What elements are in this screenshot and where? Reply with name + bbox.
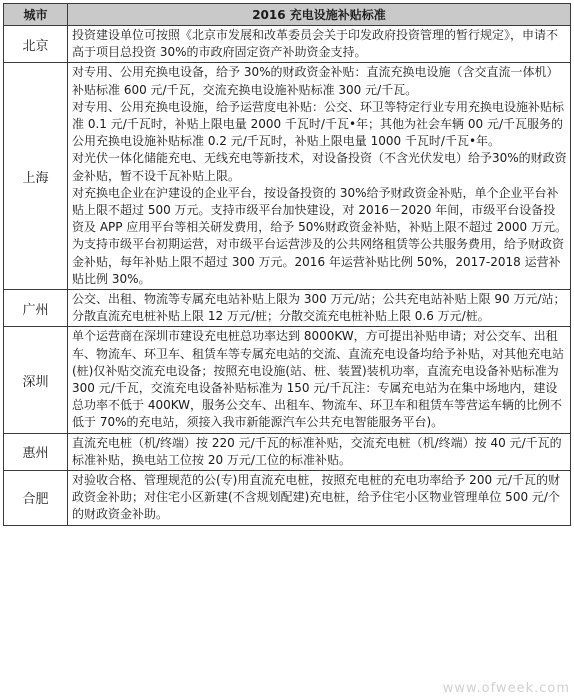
policy-paragraph: 单个运营商在深圳市建设充电桩总功率达到 8000KW，方可提出补贴申请；对公交车、出租车、物流车、环卫车、租赁车等专属充电站的交流、直流充电设备均给予补贴，对其他充电站(桩)仅补贴交流充电设备；按照充电设施(站、桩、装置)装机功率，直流充电设备补贴标准为 300 元/千瓦，交流充电设备补贴标准为 150 元/千瓦注：专属充电站为在集中场地内，建设总功率不低于 400KW，服务公交车、出租车、物流车、环卫车和租赁车等营运车辆的比例不低于 70%的充电站，须接入我市新能源汽车公共充电智能服务平台)。 <box>72 329 565 430</box>
table-row <box>4 63 571 290</box>
policy-cell <box>68 433 571 470</box>
table-row <box>4 26 571 63</box>
city-cell: 合肥 <box>4 471 68 526</box>
policy-paragraph: 对专用、公用充换电设施，给予运营度电补贴：公交、环卫等特定行业专用充换电设施补贴标准 0.1 元/千瓦时，补贴上限电量 2000 千瓦时/千瓦•年；其他为社会车辆 00 元/千瓦服务的公用充换电设施补贴标准 0.2 元/千瓦时，补贴上限电量 1000 千瓦时/千瓦•年。 <box>72 99 565 149</box>
table-row <box>4 433 571 470</box>
city-cell: 北京 <box>4 26 68 63</box>
policy-paragraph: 公交、出租、物流等专属充电站补贴上限为 300 万元/站；公共充电站补贴上限 90 万元/站；分散直流充电桩补贴上限 12 万元/桩；分散交流充电桩补贴上限 0.6 万元/桩。 <box>72 292 566 324</box>
table-row <box>4 327 571 433</box>
policy-paragraph: 对光伏一体化储能充电、无线充电等新技术，对设备投资（不含光伏发电）给予30%的财政资金补贴，暂不设千瓦补贴上限。 <box>72 151 567 183</box>
policy-cell <box>68 327 571 433</box>
policy-cell <box>68 290 571 327</box>
table-row <box>4 471 571 526</box>
subsidy-table <box>3 3 571 526</box>
policy-paragraph: 对验收合格、管理规范的公(专)用直流充电桩，按照充电桩的充电功率给予 200 元/千瓦的财政资金补助；对住宅小区新建(不含规划配建)充电桩，给予住宅小区物业管理单位 500 元/个的财政资金补助。 <box>72 473 560 522</box>
policy-paragraph: 直流充电桩（机/终端）按 220 元/千瓦的标准补贴，交流充电桩（机/终端）按 40 元/千瓦的标准补贴，换电站工位按 20 万元/工位的标准补贴。 <box>72 435 562 467</box>
city-cell: 深圳 <box>4 327 68 433</box>
policy-cell <box>68 63 571 290</box>
policy-paragraph: 对专用、公用充换电设备，给予 30%的财政资金补贴：直流充换电设施（含交直流一体机）补贴标准 600 元/千瓦，交流充换电设施补贴标准 300 元/千瓦。 <box>72 65 559 97</box>
policy-paragraph: 为支持市级平台初期运营，对市级平台运营涉及的公共网络租赁等公共服务费用，给予财政资金补贴，每年补贴上限不超过 300 万元。2016 年运营补贴比例 50%，2017-2018 运营补贴比例 30%。 <box>72 237 565 286</box>
watermark: www.ofweek.com <box>442 681 570 696</box>
city-cell: 上海 <box>4 63 68 290</box>
policy-cell <box>68 471 571 526</box>
city-cell: 惠州 <box>4 433 68 470</box>
table-header-row <box>4 4 571 26</box>
header-standard: 2016 充电设施补贴标准 <box>68 4 571 26</box>
table-row <box>4 290 571 327</box>
city-cell: 广州 <box>4 290 68 327</box>
header-city: 城市 <box>4 4 68 26</box>
policy-cell <box>68 26 571 63</box>
policy-paragraph: 投资建设单位可按照《北京市发展和改革委员会关于印发政府投资管理的暂行规定》，申请不高于项目总投资 30%的市政府固定资产补助资金支持。 <box>72 28 559 60</box>
policy-paragraph: 对充换电企业在沪建设的企业平台，按设备投资的 30%给予财政资金补贴，单个企业平台补贴上限不超过 500 万元。支持市级平台加快建设，对 2016－2020 年间，市级平台设备投资及 APP 应用平台等相关研发费用，给予 50%财政资金补贴，补贴上限不超过 2000 万元。 <box>72 185 567 235</box>
